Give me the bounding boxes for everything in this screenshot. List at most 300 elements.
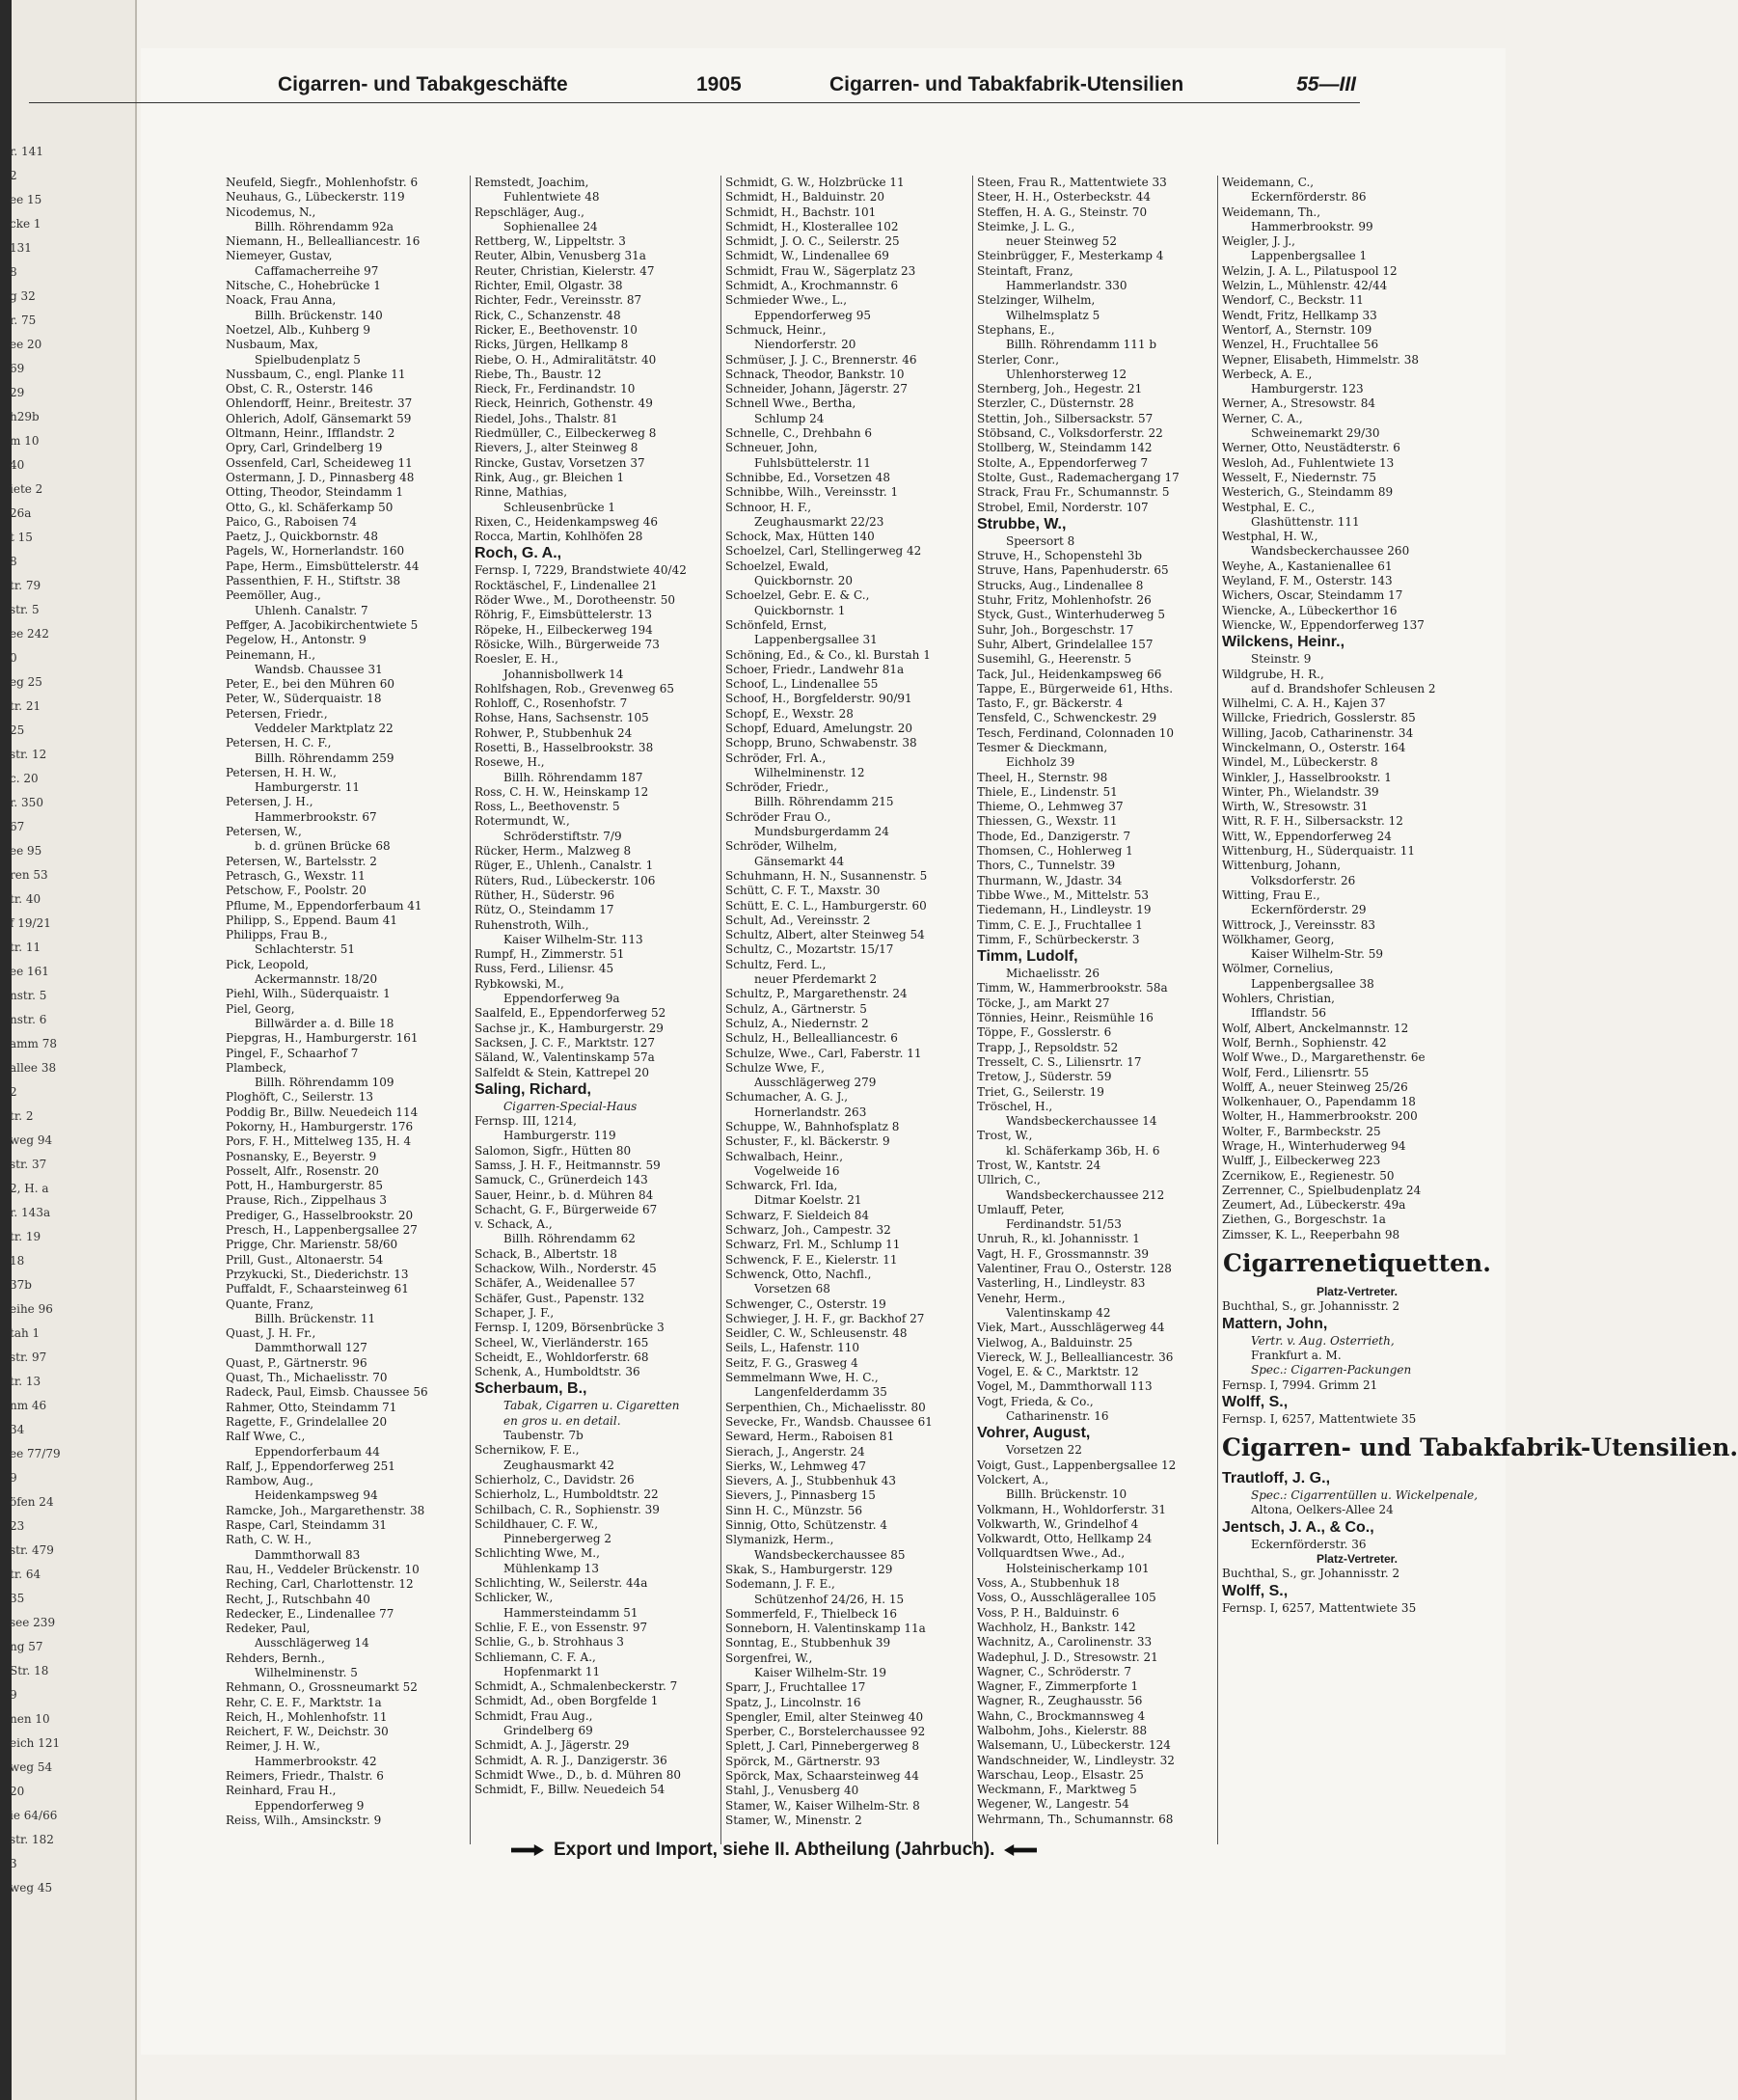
directory-entry: Otto, G., kl. Schäferkamp 50 (226, 500, 394, 514)
directory-entry: Trost, W., Kantstr. 24 (977, 1159, 1101, 1172)
directory-entry: Reimer, J. H. W., (226, 1739, 320, 1754)
entry-continuation: Fuhlsbüttelerstr. 11 (754, 455, 871, 470)
directory-entry: Poddig Br., Billw. Neuedeich 114 (226, 1105, 419, 1119)
gutter-line: h29b (10, 410, 40, 423)
directory-entry: Wolter, F., Barmbeckstr. 25 (1222, 1124, 1381, 1138)
directory-entry: Schoelzel, Ewald, (725, 559, 829, 573)
gutter-line: 69 (10, 362, 25, 375)
directory-entry: Philipp, S., Eppend. Baum 41 (226, 913, 397, 927)
directory-entry: Wolf Wwe., D., Margarethenstr. 6e (1222, 1050, 1426, 1065)
gutter-line: 40 (10, 458, 25, 472)
directory-entry: Nitsche, C., Hohebrücke 1 (226, 279, 381, 293)
directory-entry: Schlie, G., b. Strohhaus 3 (475, 1635, 624, 1650)
entry-continuation: Schützenhof 24/26, H. 15 (754, 1592, 905, 1606)
directory-entry: Schackow, Wilh., Norderstr. 45 (475, 1262, 657, 1276)
directory-entry: Witting, Frau E., (1222, 887, 1320, 902)
directory-entry: Wegener, W., Langestr. 54 (977, 1797, 1129, 1812)
directory-entry: Schuhmann, H. N., Susannenstr. 5 (725, 868, 928, 883)
entry-continuation: Billh. Röhrendamm 62 (503, 1232, 636, 1246)
directory-entry: Schönfeld, Ernst, (725, 617, 828, 632)
page-header (29, 69, 1360, 103)
directory-entry: Zerrenner, C., Spielbudenplatz 24 (1222, 1183, 1422, 1197)
directory-entry: Posselt, Alfr., Rosenstr. 20 (226, 1163, 379, 1178)
gutter-line: tr. 13 (10, 1375, 41, 1388)
directory-entry: Pors, F. H., Mittelweg 135, H. 4 (226, 1134, 412, 1149)
entry-continuation: Billwärder a. d. Bille 18 (255, 1016, 394, 1030)
directory-entry: Tasto, F., gr. Bäckerstr. 4 (977, 696, 1124, 711)
entry-note: Spec.: Cigarrentüllen u. Wickelpenale, (1251, 1488, 1479, 1503)
directory-entry: Schmidt, H., Bachstr. 101 (725, 205, 877, 219)
directory-entry: Ullrich, C., (977, 1173, 1041, 1187)
directory-entry: Thiessen, G., Wexstr. 11 (977, 814, 1118, 829)
entry-continuation: Taubenstr. 7b (503, 1429, 584, 1443)
gutter-line: str. 12 (10, 748, 47, 761)
directory-entry: Voss, P. H., Balduinstr. 6 (977, 1605, 1120, 1620)
directory-entry: Zcernikow, E., Regienestr. 50 (1222, 1168, 1395, 1183)
column-divider (1217, 176, 1218, 1844)
directory-entry: Rink, Aug., gr. Bleichen 1 (475, 470, 625, 484)
directory-entry: Schwieger, J. H. F., gr. Backhof 27 (725, 1311, 925, 1325)
directory-entry: Seitz, F. G., Grasweg 4 (725, 1355, 858, 1370)
directory-entry: Quast, P., Gärtnerstr. 96 (226, 1355, 367, 1370)
entry-continuation: Schlachterstr. 51 (255, 942, 356, 957)
directory-entry: Seidler, C. W., Schleusenstr. 48 (725, 1326, 908, 1341)
directory-entry: Wachnitz, A., Carolinenstr. 33 (977, 1635, 1153, 1650)
directory-entry: Vogt, Frieda, & Co., (977, 1394, 1094, 1408)
directory-entry: Schoof, H., Borgfelderstr. 90/91 (725, 692, 912, 706)
gutter-line: nen 10 (10, 1712, 50, 1726)
entry-heading: Strubbe, W., (977, 515, 1067, 532)
entry-continuation: Ausschlägerweg 279 (754, 1076, 877, 1090)
directory-entry: Peemöller, Aug., (226, 588, 321, 603)
directory-entry: Spörck, Max, Schaarsteinweg 44 (725, 1769, 919, 1784)
directory-entry: Serpenthien, Ch., Michaelisstr. 80 (725, 1400, 926, 1414)
entry-continuation: Billh. Röhrendamm 111 b (1006, 338, 1157, 352)
gutter-line: nstr. 5 (10, 989, 47, 1002)
gutter-line: weg 45 (10, 1881, 53, 1895)
directory-entry: Schnoor, H. F., (725, 500, 812, 514)
directory-entry: Rambow, Aug., (226, 1474, 313, 1488)
directory-entry: Rieck, Fr., Ferdinandstr. 10 (475, 382, 636, 396)
directory-entry: Ruhenstroth, Wilh., (475, 917, 589, 932)
gutter-line: r. 75 (10, 314, 37, 327)
entry-continuation: Hamburgerstr. 123 (1251, 382, 1364, 396)
directory-entry: Voss, O., Ausschlägerallee 105 (977, 1591, 1156, 1605)
entry-continuation: Schweinemarkt 29/30 (1251, 426, 1380, 441)
directory-entry: Presch, H., Lappenbergsallee 27 (226, 1223, 418, 1238)
directory-entry: Westphal, H. W., (1222, 530, 1318, 544)
gutter-line: 20 (10, 1785, 25, 1798)
directory-entry: Piel, Georg, (226, 1001, 295, 1016)
entry-continuation: Michaelisstr. 26 (1006, 967, 1100, 981)
directory-entry: Schoof, L., Lindenallee 55 (725, 677, 879, 692)
directory-entry: Sierach, J., Angerstr. 24 (725, 1444, 865, 1459)
entry-continuation: Hornerlandstr. 263 (754, 1105, 867, 1119)
directory-entry: Schulze Wwe, F., (725, 1060, 825, 1075)
entry-continuation: kl. Schäferkamp 36b, H. 6 (1006, 1143, 1160, 1158)
directory-entry: Windel, M., Lübeckerstr. 8 (1222, 755, 1378, 770)
directory-entry: Reichert, F. W., Deichstr. 30 (226, 1725, 389, 1739)
directory-entry: Schopf, E., Wexstr. 28 (725, 706, 854, 721)
directory-entry: Wölmer, Cornelius, (1222, 962, 1334, 976)
directory-entry: Valentiner, Frau O., Osterstr. 128 (977, 1262, 1172, 1276)
entry-continuation: Frankfurt a. M. (1251, 1348, 1342, 1362)
gutter-line: nm 46 (10, 1399, 47, 1412)
entry-heading: Scherbaum, B., (475, 1380, 587, 1398)
gutter-line: eich 121 (10, 1736, 61, 1750)
header-page-number: 55—III (1296, 73, 1356, 95)
directory-entry: Ricks, Jürgen, Hellkamp 8 (475, 338, 629, 352)
directory-entry: Schulze, Wwe., Carl, Faberstr. 11 (725, 1046, 922, 1060)
directory-entry: Neuhaus, G., Lübeckerstr. 119 (226, 190, 405, 205)
directory-entry: Rincke, Gustav, Vorsetzen 37 (475, 455, 645, 470)
entry-continuation: Veddeler Marktplatz 22 (255, 721, 394, 735)
gutter-line: cke 1 (10, 217, 41, 231)
section-subtitle: Platz-Vertreter. (1316, 1552, 1399, 1567)
directory-entry: Fernsp. III, 1214, (475, 1114, 577, 1129)
directory-entry: Rick, C., Schanzenstr. 48 (475, 308, 621, 322)
directory-entry: Wolf, Ferd., Liliensrtr. 55 (1222, 1065, 1370, 1079)
gutter-line: str. 37 (10, 1158, 47, 1171)
directory-entry: Unruh, R., kl. Johannisstr. 1 (977, 1232, 1140, 1246)
directory-entry: Stuhr, Fritz, Mohlenhofstr. 26 (977, 593, 1152, 608)
directory-entry: Schulz, A., Gärtnerstr. 5 (725, 1001, 867, 1016)
directory-entry: Wittrock, J., Vereinsstr. 83 (1222, 917, 1376, 932)
directory-entry: Reinhard, Frau H., (226, 1784, 337, 1798)
directory-entry: Semmelmann Wwe, H. C., (725, 1371, 879, 1385)
directory-entry: Piehl, Wilh., Süderquaistr. 1 (226, 987, 391, 1001)
directory-entry: Quast, Th., Michaelisstr. 70 (226, 1371, 388, 1385)
directory-entry: Schmidt Wwe., D., b. d. Mühren 80 (475, 1767, 682, 1782)
directory-entry: Wolf, Albert, Anckelmannstr. 12 (1222, 1021, 1409, 1035)
gutter-line: 18 (10, 1254, 25, 1268)
gutter-line: ren 53 (10, 868, 48, 882)
directory-entry: Schwenck, Otto, Nachfl., (725, 1267, 872, 1281)
entry-heading: Trautloff, J. G., (1222, 1470, 1331, 1487)
directory-entry: Ricker, E., Beethovenstr. 10 (475, 322, 638, 337)
entry-heading: Jentsch, J. A., & Co., (1222, 1518, 1374, 1536)
directory-entry: Schlichting, W., Seilerstr. 44a (475, 1576, 648, 1591)
entry-continuation: Billh. Röhrendamm 92a (255, 219, 394, 233)
directory-entry: Werner, A., Stresowstr. 84 (1222, 396, 1376, 411)
directory-entry: Rosewe, H., (475, 755, 545, 770)
gutter-line: 131 (10, 241, 32, 255)
entry-continuation: Dammthorwall 127 (255, 1341, 367, 1355)
directory-entry: Schmidt, J. O. C., Seilerstr. 25 (725, 234, 900, 249)
directory-entry: Stamer, W., Kaiser Wilhelm-Str. 8 (725, 1798, 920, 1813)
directory-entry: Sperber, C., Borstelerchaussee 92 (725, 1725, 926, 1739)
directory-entry: Winckelmann, O., Osterstr. 164 (1222, 740, 1406, 754)
gutter-line: 67 (10, 820, 25, 833)
directory-entry: Prause, Rich., Zippelhaus 3 (226, 1193, 388, 1208)
directory-entry: Stolte, A., Eppendorferweg 7 (977, 455, 1149, 470)
directory-entry: Sevecke, Fr., Wandsb. Chaussee 61 (725, 1414, 933, 1429)
directory-entry: Przykucki, St., Diederichstr. 13 (226, 1267, 409, 1281)
directory-entry: Schoelzel, Carl, Stellingerweg 42 (725, 544, 922, 559)
directory-entry: Wendorf, C., Beckstr. 11 (1222, 293, 1364, 308)
directory-entry: Schack, B., Albertstr. 18 (475, 1246, 617, 1261)
directory-entry: Paico, G., Raboisen 74 (226, 514, 357, 529)
directory-entry: Rösicke, Wilh., Bürgerweide 73 (475, 637, 660, 651)
directory-entry: Prigge, Chr. Marienstr. 58/60 (226, 1238, 398, 1252)
directory-entry: Schöning, Ed., & Co., kl. Burstah 1 (725, 647, 931, 662)
gutter-line: str. 182 (10, 1833, 54, 1846)
entry-continuation: Zeughausmarkt 42 (503, 1458, 615, 1472)
gutter-line: 9 (10, 1471, 17, 1485)
directory-entry: Petrasch, G., Wexstr. 11 (226, 868, 366, 883)
directory-entry: Pick, Leopold, (226, 957, 310, 971)
directory-entry: Steer, H. H., Osterbeckstr. 44 (977, 190, 1152, 205)
directory-entry: Spatz, J., Lincolnstr. 16 (725, 1695, 861, 1709)
directory-entry: Schütt, C. F. T., Maxstr. 30 (725, 884, 881, 898)
directory-entry: Weyhe, A., Kastanienallee 61 (1222, 559, 1393, 573)
entry-continuation: neuer Pferdemarkt 2 (754, 972, 878, 987)
directory-entry: Stahl, J., Venusberg 40 (725, 1784, 859, 1798)
directory-entry: Schröder, Wilhelm, (725, 839, 838, 854)
directory-entry: Wenzel, H., Fruchtallee 56 (1222, 338, 1379, 352)
gutter-line: see 239 (10, 1616, 56, 1629)
gutter-line: Str. 18 (10, 1664, 49, 1677)
pointing-hand-icon (1004, 1844, 1037, 1856)
directory-entry: Sievers, J., Pinnasberg 15 (725, 1488, 876, 1503)
directory-entry: Sterzler, C., Düsternstr. 28 (977, 396, 1134, 411)
directory-entry: Rüther, H., Süderstr. 96 (475, 887, 615, 902)
entry-heading: Roch, G. A., (475, 545, 562, 562)
directory-entry: Rohwer, P., Stubbenhuk 24 (475, 725, 633, 740)
directory-entry: Triet, G., Seilerstr. 19 (977, 1084, 1104, 1099)
directory-entry: Wölkhamer, Georg, (1222, 932, 1335, 946)
directory-entry: Raspe, Carl, Steindamm 31 (226, 1518, 387, 1533)
directory-entry: Niemann, H., Bellealliancestr. 16 (226, 234, 421, 249)
directory-entry: Wesloh, Ad., Fuhlentwiete 13 (1222, 455, 1395, 470)
entry-continuation: Hammerbrookstr. 99 (1251, 219, 1373, 233)
directory-entry: Töcke, J., am Markt 27 (977, 995, 1110, 1010)
entry-continuation: Caffamacherreihe 97 (255, 263, 379, 278)
gutter-line: tr. 21 (10, 699, 41, 713)
directory-entry: Rumpf, H., Zimmerstr. 51 (475, 947, 625, 962)
header-year: 1905 (696, 73, 742, 95)
directory-entry: Stephans, E., (977, 322, 1055, 337)
gutter-line: tr. 64 (10, 1568, 41, 1581)
gutter-line: ie 64/66 (10, 1809, 58, 1822)
directory-entry: Rehmann, O., Grossneumarkt 52 (226, 1680, 418, 1695)
directory-entry: Piepgras, H., Hamburgerstr. 161 (226, 1031, 419, 1046)
entry-continuation: Wilhelmsplatz 5 (1006, 308, 1100, 322)
directory-entry: Sonneborn, H. Valentinskamp 11a (725, 1622, 926, 1636)
directory-entry: Spörck, M., Gärtnerstr. 93 (725, 1754, 881, 1768)
directory-entry: Schopp, Bruno, Schwabenstr. 38 (725, 736, 917, 750)
directory-entry: Struve, Hans, Papenhuderstr. 65 (977, 563, 1169, 578)
directory-entry: Schuppe, W., Bahnhofsplatz 8 (725, 1120, 900, 1133)
directory-entry: Viek, Mart., Ausschlägerweg 44 (977, 1321, 1165, 1335)
entry-continuation: neuer Steinweg 52 (1006, 234, 1118, 249)
adjacent-page-gutter (0, 0, 137, 2100)
directory-entry: Tensfeld, C., Schwenckestr. 29 (977, 711, 1157, 725)
directory-entry: Prediger, G., Hasselbrookstr. 20 (226, 1208, 414, 1222)
directory-entry: Thieme, O., Lehmweg 37 (977, 800, 1124, 814)
entry-continuation: Eppendorferbaum 44 (255, 1444, 380, 1459)
directory-entry: Schmidt, H., Balduinstr. 20 (725, 190, 885, 205)
directory-entry: Schütt, E. C. L., Hamburgerstr. 60 (725, 898, 927, 913)
directory-entry: Stolte, Gust., Rademachergang 17 (977, 470, 1180, 484)
gutter-line: 26a (10, 506, 32, 520)
directory-entry: Voigt, Gust., Lappenbergsallee 12 (977, 1458, 1177, 1472)
directory-entry: Wrage, H., Winterhuderweg 94 (1222, 1139, 1406, 1153)
directory-entry: Fernsp. I, 1209, Börsenbrücke 3 (475, 1321, 665, 1335)
entry-continuation: Heidenkampsweg 94 (255, 1488, 378, 1503)
entry-continuation: Kaiser Wilhelm-Str. 59 (1251, 947, 1384, 962)
gutter-line: 2 (10, 1085, 17, 1099)
directory-entry: Pokorny, H., Hamburgerstr. 176 (226, 1120, 414, 1133)
gutter-line: r. 143a (10, 1206, 51, 1219)
directory-entry: Philipps, Frau B., (226, 928, 328, 942)
entry-continuation: Dammthorwall 83 (255, 1547, 361, 1562)
entry-heading: Wolff, S., (1222, 1582, 1289, 1599)
directory-entry: Petersen, H. C. F., (226, 736, 332, 750)
directory-entry: Passenthien, F. H., Stiftstr. 38 (226, 574, 401, 588)
entry-continuation: Ditmar Koelstr. 21 (754, 1193, 862, 1208)
directory-entry: Suhr, Joh., Borgeschstr. 17 (977, 622, 1134, 637)
directory-entry: Schuster, F., kl. Bäckerstr. 9 (725, 1134, 890, 1149)
entry-continuation: Eichholz 39 (1006, 755, 1075, 770)
entry-continuation: Eckernförderstr. 29 (1251, 903, 1367, 917)
directory-entry: Rahmer, Otto, Steindamm 71 (226, 1400, 397, 1414)
directory-entry: v. Schack, A., (475, 1217, 553, 1232)
directory-entry: Welzin, J. A. L., Pilatuspool 12 (1222, 263, 1398, 278)
entry-continuation: Mühlenkamp 13 (503, 1561, 599, 1575)
gutter-line: 25 (10, 723, 25, 737)
directory-entry: Riebe, Th., Baustr. 12 (475, 367, 602, 381)
directory-entry: Tibbe Wwe., M., Mittelstr. 53 (977, 887, 1150, 902)
entry-continuation: Eppendorferweg 9a (503, 992, 620, 1006)
directory-entry: Riebe, O. H., Admiralitätstr. 40 (475, 352, 657, 367)
gutter-line: 8 (10, 555, 17, 568)
directory-entry: Timm, C. E. J., Fruchtallee 1 (977, 917, 1143, 932)
entry-continuation: Quickbornstr. 1 (754, 603, 846, 617)
footer-text: Export und Import, siehe II. Abtheilung (Jahrbuch). (554, 1840, 995, 1860)
directory-entry: Zimsser, K. L., Reeperbahn 98 (1222, 1227, 1400, 1241)
directory-entry: Slymanizk, Herm., (725, 1533, 834, 1547)
directory-entry: Nussbaum, C., engl. Planke 11 (226, 367, 406, 381)
directory-entry: Voss, A., Stubbenhuk 18 (977, 1576, 1120, 1591)
directory-entry: Posnansky, E., Beyerstr. 9 (226, 1149, 377, 1163)
gutter-line: tr. 19 (10, 1230, 41, 1243)
directory-column-3 (725, 176, 971, 1844)
entry-continuation: auf d. Brandshofer Schleusen 2 (1251, 681, 1436, 695)
entry-continuation: Schröderstiftstr. 7/9 (503, 829, 622, 843)
directory-entry: Schierholz, L., Humboldtstr. 22 (475, 1487, 659, 1502)
directory-entry: Schmidt, H., Klosterallee 102 (725, 219, 899, 233)
directory-entry: Radeck, Paul, Eimsb. Chaussee 56 (226, 1385, 428, 1400)
gutter-line: weg 94 (10, 1133, 53, 1147)
column-divider (470, 176, 471, 1844)
directory-entry: Recht, J., Rutschbahn 40 (226, 1592, 370, 1606)
directory-entry: Schmidt, W., Lindenallee 69 (725, 249, 889, 263)
directory-entry: Wildgrube, H. R., (1222, 667, 1324, 681)
directory-entry: Röpeke, H., Eilbeckerweg 194 (475, 622, 653, 637)
directory-entry: Timm, F., Schürbeckerstr. 3 (977, 932, 1140, 946)
directory-entry: Strack, Frau Fr., Schumannstr. 5 (977, 485, 1170, 500)
directory-entry: Rau, H., Veddeler Brückenstr. 10 (226, 1562, 420, 1576)
directory-entry: Wichers, Oscar, Steindamm 17 (1222, 588, 1403, 603)
directory-entry: Stöbsand, C., Volksdorferstr. 22 (977, 426, 1163, 441)
directory-entry: Tiedemann, H., Lindleystr. 19 (977, 903, 1152, 917)
entry-continuation: b. d. grünen Brücke 68 (255, 839, 391, 854)
directory-entry: Ragette, F., Grindelallee 20 (226, 1414, 388, 1429)
directory-entry: Schultz, Ferd. L., (725, 957, 827, 971)
directory-entry: Thode, Ed., Danzigerstr. 7 (977, 829, 1131, 843)
directory-entry: Schwarck, Frl. Ida, (725, 1179, 838, 1193)
entry-continuation: Catharinenstr. 16 (1006, 1409, 1109, 1424)
directory-entry: Nusbaum, Max, (226, 338, 318, 352)
directory-entry: Schnelle, C., Drehbahn 6 (725, 426, 873, 441)
directory-entry: Steimke, J. L. G., (977, 219, 1075, 233)
directory-entry: Schröder, Friedr., (725, 780, 829, 795)
entry-heading: Saling, Richard, (475, 1080, 591, 1098)
entry-continuation: Spielbudenplatz 5 (255, 352, 361, 367)
directory-entry: Schmidt, A. J., Jägerstr. 29 (475, 1738, 630, 1753)
entry-continuation: Valentinskamp 42 (1006, 1305, 1111, 1320)
directory-entry: Seward, Herm., Raboisen 81 (725, 1430, 895, 1444)
directory-entry: Pegelow, H., Antonstr. 9 (226, 633, 367, 647)
directory-entry: Schock, Max, Hütten 140 (725, 530, 875, 544)
directory-entry: Willcke, Friedrich, Gosslerstr. 85 (1222, 711, 1416, 725)
directory-entry: Wiencke, A., Lübeckerthor 16 (1222, 603, 1398, 617)
directory-entry: Westerich, G., Steindamm 89 (1222, 485, 1394, 500)
entry-note: en gros u. en detail. (503, 1413, 621, 1428)
directory-entry: Vogel, M., Dammthorwall 113 (977, 1379, 1153, 1394)
directory-entry: Sodemann, J. F. E., (725, 1577, 835, 1592)
directory-column-5 (1222, 176, 1738, 1844)
directory-entry: Zeumert, Ad., Lübeckerstr. 49a (1222, 1198, 1406, 1213)
gutter-line: 35 (10, 1592, 25, 1605)
directory-entry: Schmidt, A., Krochmannstr. 6 (725, 279, 899, 293)
directory-entry: Pott, H., Hamburgerstr. 85 (226, 1179, 383, 1193)
directory-entry: Stamer, W., Minenstr. 2 (725, 1813, 862, 1827)
directory-entry: Schmüser, J. J. C., Brennerstr. 46 (725, 352, 917, 367)
directory-entry: Tesmer & Dieckmann, (977, 740, 1108, 754)
directory-entry: Styck, Gust., Winterhuderweg 5 (977, 608, 1166, 622)
directory-entry: Sorgenfrei, W., (725, 1650, 813, 1665)
directory-entry: Wagner, R., Zeughausstr. 56 (977, 1694, 1143, 1708)
entry-continuation: Quickbornstr. 20 (754, 574, 854, 588)
directory-entry: Wolkenhauer, O., Papendamm 18 (1222, 1095, 1416, 1109)
directory-entry: Quast, J. H. Fr., (226, 1326, 316, 1341)
directory-entry: Schliemann, C. F. A., (475, 1650, 596, 1664)
directory-entry: Schröder Frau O., (725, 809, 831, 824)
gutter-line: ng 57 (10, 1640, 43, 1653)
directory-entry: Schaper, J. F., (475, 1305, 555, 1320)
entry-continuation: Holsteinischerkamp 101 (1006, 1561, 1150, 1575)
directory-entry: Wolff, A., neuer Steinweg 25/26 (1222, 1079, 1408, 1094)
directory-entry: Westphal, E. C., (1222, 500, 1316, 514)
entry-continuation: Wandsbeckerchaussee 85 (754, 1547, 906, 1562)
directory-entry: Wilhelmi, C. A. H., Kajen 37 (1222, 696, 1386, 711)
entry-continuation: Ausschlägerweg 14 (255, 1636, 369, 1650)
directory-entry: Samss, J. H. F., Heitmannstr. 59 (475, 1159, 661, 1172)
directory-entry: Tröschel, H., (977, 1099, 1053, 1113)
directory-entry: Schierholz, C., Davidstr. 26 (475, 1472, 635, 1486)
directory-entry: Pape, Herm., Eimsbüttelerstr. 44 (226, 559, 420, 573)
directory-entry: Werner, Otto, Neustädterstr. 6 (1222, 441, 1400, 455)
directory-entry: Sierks, W., Lehmweg 47 (725, 1459, 866, 1473)
gutter-line: 2 (10, 169, 17, 182)
directory-entry: Schult, Ad., Vereinsstr. 2 (725, 913, 871, 927)
directory-entry: Stelzinger, Wilhelm, (977, 293, 1096, 308)
directory-entry: Paetz, J., Quickbornstr. 48 (226, 530, 378, 544)
directory-entry: Ramcke, Joh., Margarethenstr. 38 (226, 1503, 425, 1517)
gutter-line: allee 38 (10, 1061, 57, 1075)
